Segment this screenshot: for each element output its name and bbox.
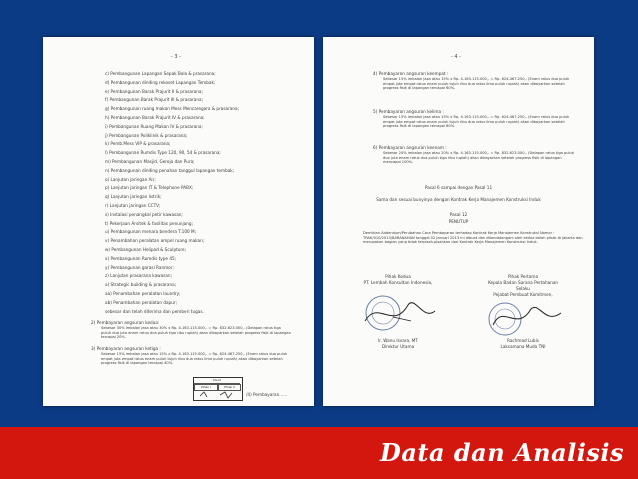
facility-list-item: e) Pembangunan Barak Prajurit II & prasarana; <box>105 88 203 94</box>
closing-text: Demikian Addendum/Perubahan Cara Pembayaran terhadap Kontrak Kerja Manajemen Konstruksi Nomor : TRAK/010/2013/BARANAHAN tanggal 02 Januari 2013 ini dibuat dan ditandatangani oleh kedua belah pihak di Jakarta dan merupakan bagian yang tidak terpisah-pisahkan dari Kontrak Kerja Manajemen Konstruksi Induk. <box>363 231 583 245</box>
document-page-right <box>323 37 594 406</box>
facility-list-item: j) Pembangunan Poliklinik & prasarana; <box>105 132 188 138</box>
stamp-cell-2: Pihak II <box>218 384 241 391</box>
facility-list-item: q) Lanjutan jaringan listrik; <box>105 194 162 200</box>
payment-2-text: Sebesar 30% imbalan jasa atau 30% x Rp. 4.163.115.000,- = Rp. 832.623.000,- (Delapan ratus tiga puluh dua juta enam ratus dua puluh tiga ribu rupiah) akan dibayarkan setelah progress fisik di lapangan tercapai 20%. <box>101 326 291 340</box>
party-1-role: Laksamana Muda TNI <box>500 344 546 349</box>
facility-list-item: c) Pembangunan Lapangan Sepak Bola & prasarana; <box>105 71 216 76</box>
facility-list-item: z) Lanjutan prasarana kawasan; <box>105 273 172 279</box>
page-number: - 4 - <box>451 54 461 60</box>
facility-list-item: g) Pembangunan ruang makan Mess Mencaregara & prasarana; <box>105 106 240 112</box>
pasal-12-subtitle: PENUTUP <box>448 219 469 224</box>
facility-list-item: f) Pembangunan Barak Prajurit III & prasarana; <box>105 97 204 103</box>
facility-list-item: x) Pembangunan Rumdis type 45; <box>105 255 177 261</box>
facility-list-item: sebesar dan telah diterima dan pemberi tugas. <box>105 308 204 314</box>
initials-stamp <box>193 377 243 401</box>
facility-list-item: aa) Penambahan peralatan laundry; <box>105 291 181 296</box>
pasal-12-title: Pasal 12 <box>449 212 468 217</box>
continued-label: /4) Pembayaran...... <box>246 392 288 397</box>
party-1-org-2: Selaku <box>516 286 530 291</box>
party-1-title: Pihak Pertama <box>507 274 539 279</box>
payment-6-text: Sebesar 20% imbalan jasa atau 20% x Rp. 4.163.115.000,- = Rp. 832.623.000,- (Delapan ratus tiga puluh dua juta enam ratus dua puluh tiga ribu rupiah) akan dibayarkan setelah progress fisik di lapangan mencapai 100%. <box>383 151 575 165</box>
payment-2-heading: 2) Pembayaran angsuran kedua: <box>91 320 160 325</box>
stamp-cell-1: Pihak I <box>194 384 218 391</box>
facility-list-item: h) Pembangunan Barak Prajurit IV & prasarana; <box>105 115 205 120</box>
facility-list-item: t) Pekerjaan Arsitek & fasilitas penunjang; <box>105 220 193 226</box>
pasal-range-text: Sama dan sesuai bunyinya dengan Kontrak Kerja Manajemen Konstruksi Induk <box>376 197 541 202</box>
facility-list-item: y) Pembangunan garasi Ranmor; <box>105 264 174 270</box>
party-2-signature-stamp <box>353 291 443 335</box>
facility-list-item: k) Pemb.Mess VIP & prasarana; <box>105 141 171 147</box>
party-1-org-3: Pejabat Pembuat Komitmen, <box>493 292 553 297</box>
facility-list-item: o) Lanjutan jaringan Air; <box>105 176 156 182</box>
facility-list-item: i) Pembangunan Ruang Makan IV & prasarana; <box>105 123 203 129</box>
facility-list-item: v) Penambahan peralatan ampel ruang makan; <box>105 238 205 244</box>
payment-4-heading: 4) Pembayaran angsuran keempat : <box>373 71 449 76</box>
facility-list-item: ab) Penambahan peralatan dapur; <box>105 299 177 305</box>
party-1-org-1: Kepala Badan Sarana Pertahanan <box>487 280 559 285</box>
stamp-header: Paraf <box>194 378 240 384</box>
page-number: - 3 - <box>171 54 181 60</box>
party-2-name: Ir. Wanu Isvara, MT <box>378 338 418 343</box>
payment-3-text: Sebesar 15% imbalan jasa atau 15% x Rp. 4.163.115.000,- = Rp. 624.467.250,- (Enam ratus dua puluh empat juta empat ratus enam puluh tujuh ribu dua ratus lima puluh rupiah) akan dibayarkan setelah progress fisik di lapangan tercapai 40%. <box>101 352 288 366</box>
facility-list-item: m) Pembangunan Masjid, Gereja dan Pura; <box>105 159 195 164</box>
initials-signature <box>198 391 238 399</box>
payment-5-text: Sebesar 15% imbalan jasa atau 15% x Rp. 4.163.115.000,- = Rp. 624.467.250,- (Enam ratus dua puluh empat juta empat ratus enam puluh tujuh ribu dua ratus lima puluh rupiah) akan dibayarkan setelah progress fisik di lapangan tercapai 80%. <box>383 115 570 129</box>
facility-list-item: a) Strategic building & prasarana; <box>105 282 177 288</box>
payment-3-heading: 3) Pembayaran angsuran ketiga : <box>91 346 161 351</box>
facility-list-item: s) Instalasi penangkal petir kawasan; <box>105 211 183 217</box>
facility-list-item: w) Pembangunan Helipad & Sculpture; <box>105 247 187 252</box>
party-2-title: Pihak Kedua <box>385 274 411 279</box>
payment-4-text: Sebesar 15% imbalan jasa atau 15% x Rp. 4.163.115.000,- = Rp. 624.467.250,- (Enam ratus dua puluh empat juta empat ratus enam puluh tujuh ribu dua ratus lima puluh rupiah) akan dibayarkan setelah progress fisik di lapangan tercapai 60%. <box>383 77 570 91</box>
party-1-name: Rachmad Lubis <box>507 338 539 343</box>
facility-list-item: l) Pembangunan Rumdis Type 120, 90, 54 & prasarana; <box>105 150 221 156</box>
payment-5-heading: 5) Pembayaran angsuran kelima : <box>373 109 444 114</box>
document-page-left <box>43 37 314 406</box>
facility-list-item: n) Pembangunan dinding penahan tanggul lapangan tembak; <box>105 167 235 173</box>
facility-list-item: r) Lanjutan jaringan CCTV; <box>105 203 161 208</box>
party-2-org: PT. Lembah Konsultan Indonesia, <box>363 280 433 285</box>
footer-band <box>0 427 638 479</box>
party-1-signature-stamp <box>473 299 573 337</box>
facility-list-item: u) Pembangunan menara bendera T.100 M; <box>105 229 197 235</box>
pasal-range-title: Pasal 6 sampai dengan Pasal 11 <box>424 185 493 190</box>
party-2-role: Direktur Utama <box>381 344 415 349</box>
payment-6-heading: 6) Pembayaran angsuran keenam : <box>373 145 447 150</box>
footer-title: Data dan Analisis <box>380 438 624 467</box>
facility-list-item: p) Lanjutan jaringan IT & Telephone PABX; <box>105 185 194 191</box>
facility-list-item: d) Pembangunan dinding rekoset Lapangan Tembak; <box>105 79 216 85</box>
